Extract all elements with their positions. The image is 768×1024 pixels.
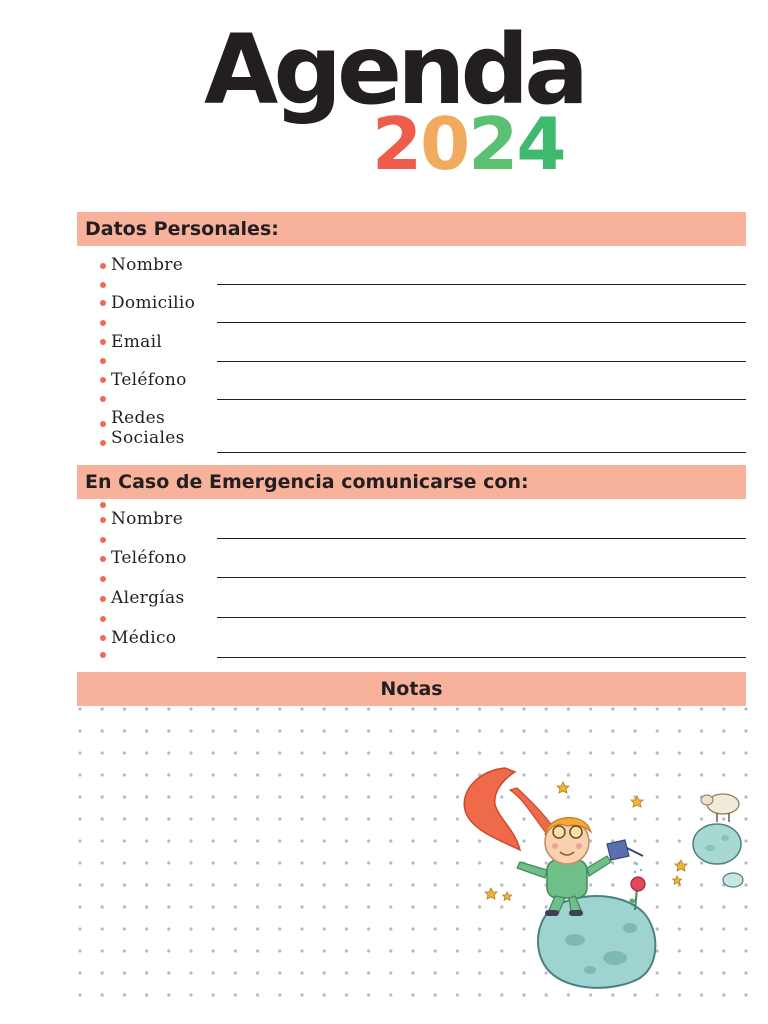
write-line[interactable] xyxy=(217,577,746,578)
personal-data-band xyxy=(77,212,746,246)
small-planet-icon xyxy=(693,824,741,864)
sheep-icon xyxy=(701,794,739,822)
write-line[interactable] xyxy=(217,617,746,618)
bullet-dot xyxy=(100,263,106,269)
year-digit-1: 2 xyxy=(372,102,421,186)
bullet-dot xyxy=(100,596,106,602)
write-line[interactable] xyxy=(217,657,746,658)
emergency-heading: En Caso de Emergencia comunicarse con: xyxy=(85,471,529,493)
bullet-dot xyxy=(100,440,106,446)
bullet-dot xyxy=(100,556,106,562)
bullet-dot xyxy=(100,377,106,383)
bullet-dot xyxy=(100,635,106,641)
notes-heading: Notas xyxy=(380,678,443,700)
year-digit-4: 4 xyxy=(516,102,565,186)
bullet-dot xyxy=(100,502,106,508)
bullet-dot xyxy=(100,396,106,402)
write-line[interactable] xyxy=(217,399,746,400)
field-label: Teléfono xyxy=(111,370,187,390)
notes-band xyxy=(77,672,746,706)
field-label: Nombre xyxy=(111,509,184,529)
bullet-dot xyxy=(100,320,106,326)
field-label: Médico xyxy=(111,628,177,648)
bullet-dot xyxy=(100,652,106,658)
little-prince-illustration xyxy=(455,760,755,1000)
year-digit-3: 2 xyxy=(468,102,517,186)
bullet-dot xyxy=(100,517,106,523)
write-line[interactable] xyxy=(217,284,746,285)
bullet-dot xyxy=(100,616,106,622)
field-label: Nombre xyxy=(111,255,184,275)
year-title xyxy=(372,102,565,186)
write-line[interactable] xyxy=(217,452,746,453)
field-label: Domicilio xyxy=(111,293,196,313)
bullet-dot xyxy=(100,358,106,364)
agenda-title: Agenda xyxy=(204,14,584,126)
year-digit-2: 0 xyxy=(420,102,469,186)
tiny-planet-icon xyxy=(723,873,743,887)
write-line[interactable] xyxy=(217,538,746,539)
bullet-dot xyxy=(100,537,106,543)
field-label: Email xyxy=(111,332,163,352)
scarf-icon xyxy=(464,768,555,850)
write-line[interactable] xyxy=(217,361,746,362)
bullet-dot xyxy=(100,421,106,427)
bullet-dot xyxy=(100,282,106,288)
emergency-band xyxy=(77,465,746,499)
bullet-dot xyxy=(100,300,106,306)
bullet-dot xyxy=(100,576,106,582)
field-label: Teléfono xyxy=(111,548,187,568)
write-line[interactable] xyxy=(217,322,746,323)
personal-data-heading: Datos Personales: xyxy=(85,218,279,240)
watering-can-icon xyxy=(607,840,643,873)
field-label: Alergías xyxy=(111,588,185,608)
field-label: Redes Sociales xyxy=(111,408,185,448)
bullet-dot xyxy=(100,339,106,345)
